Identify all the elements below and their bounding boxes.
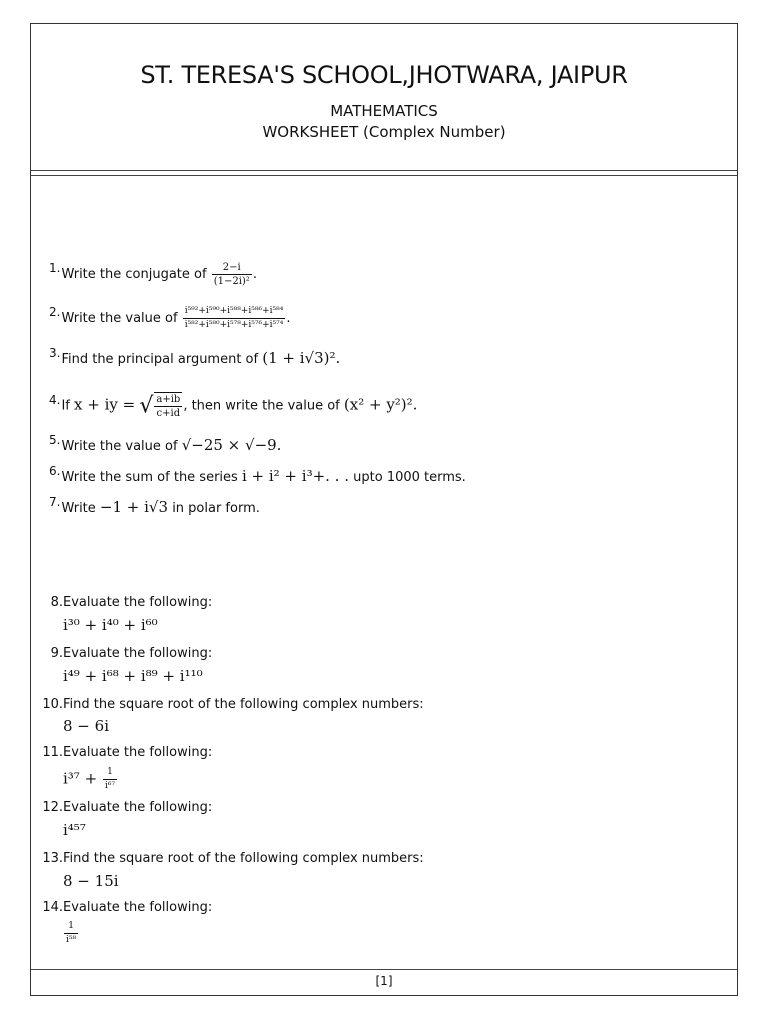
math-term: i³⁷ + [63, 769, 98, 788]
question-14 [31, 900, 212, 915]
question-text: Write the sum of the series [61, 470, 238, 485]
numerator: 1 [103, 766, 117, 780]
numerator: 2−i [212, 261, 252, 275]
question-1: 1.Write the conjugate of $\frac{2-i}{\text{(1−2i)²}}$ . [49, 261, 257, 287]
question-number: 9. [50, 646, 63, 661]
math-expression: −1 + i√3 [99, 498, 169, 516]
math-expression: x + iy = [74, 395, 136, 414]
question-number: 13. [42, 851, 63, 866]
question-13 [31, 851, 424, 866]
header [31, 24, 737, 172]
question-12 [31, 800, 212, 815]
sqrt-icon: √ [139, 393, 154, 419]
math-expression: 8 − 15i [63, 872, 119, 890]
question-text: Find the square root of the following complex numbers: [63, 851, 424, 866]
math-expression [63, 920, 79, 947]
denominator: i⁵⁸²+i⁵⁸⁰+i⁵⁷⁸+i⁵⁷⁶+i⁵⁷⁴ [184, 320, 284, 330]
page-number: [1] [375, 974, 393, 988]
question-10 [31, 697, 424, 712]
worksheet-title: WORKSHEET (Complex Number) [262, 123, 506, 141]
math-expression: √−25 × √−9. [181, 436, 282, 454]
fraction [212, 261, 252, 288]
question-text: Evaluate the following: [63, 745, 213, 760]
question-7 [49, 495, 260, 516]
header-divider [31, 170, 737, 171]
question-9 [31, 646, 212, 661]
question-number: 12. [42, 800, 63, 815]
fraction [183, 305, 286, 332]
question-text: Write the value of [61, 439, 178, 454]
math-expression: 8 − 6i [63, 717, 109, 735]
question-5 [49, 433, 281, 454]
fraction [64, 920, 78, 947]
math-expression: (1 + i√3)². [262, 349, 341, 367]
school-name: ST. TERESA'S SCHOOL,JHOTWARA, JAIPUR [140, 61, 628, 89]
footer-divider [31, 969, 737, 970]
question-number: 10. [42, 697, 63, 712]
math-expression: i⁴⁹ + i⁶⁸ + i⁸⁹ + i¹¹⁰ [63, 667, 203, 685]
question-text: Evaluate the following: [63, 646, 213, 661]
math-expression: i³⁰ + i⁴⁰ + i⁶⁰ [63, 616, 158, 634]
question-text: , then write the value of [183, 398, 340, 414]
question-number: 8. [50, 595, 63, 610]
question-number: 3. [49, 346, 61, 360]
denominator: i⁵⁸ [66, 935, 77, 945]
question-number: 7. [49, 495, 61, 509]
numerator: 1 [64, 920, 78, 934]
question-number: 14. [42, 900, 63, 915]
question-4 [49, 392, 417, 420]
question-text: If [61, 398, 70, 414]
question-text: in polar form. [172, 501, 260, 516]
question-number: 6. [49, 464, 61, 478]
worksheet-page [30, 23, 738, 996]
question-11 [31, 745, 212, 760]
question-number: 11. [42, 745, 63, 760]
question-6 [49, 464, 466, 485]
subject-title: MATHEMATICS [330, 102, 438, 120]
question-8 [31, 595, 212, 610]
numerator: a+ib [156, 394, 181, 405]
question-text: Find the square root of the following complex numbers: [63, 697, 424, 712]
question-number: 5. [49, 433, 61, 447]
math-expression: i⁴⁵⁷ [63, 821, 86, 839]
question-number: 2. [49, 305, 61, 319]
question-number: 4. [49, 392, 61, 407]
denominator: c+id [156, 408, 181, 419]
question-text: Evaluate the following: [63, 800, 213, 815]
math-expression: (x² + y²)². [343, 395, 418, 414]
question-text: Find the principal argument of [61, 352, 259, 367]
question-text: Write the value of [61, 311, 178, 326]
question-text: upto 1000 terms. [353, 470, 466, 485]
question-text: Evaluate the following: [63, 595, 213, 610]
math-expression [63, 766, 118, 793]
question-text: Write [61, 501, 96, 516]
question-3 [49, 346, 340, 367]
question-text: Evaluate the following: [63, 900, 213, 915]
denominator: (1−2i)² [213, 276, 250, 287]
fraction [103, 766, 117, 793]
math-expression: i + i² + i³+. . . [241, 467, 349, 485]
question-text: Write the conjugate of [61, 267, 207, 282]
question-2: 2.Write the value of $\frac{\text{i⁵⁹²+i⁵⁹⁰+i⁵⁸⁸+i⁵⁸⁶+i⁵⁸⁴}}{\text{i⁵⁸²+i⁵⁸⁰+i⁵⁷⁸+i⁵⁷⁶+i⁵⁷⁴}}$ . [49, 305, 291, 330]
question-number: 1. [49, 261, 61, 275]
numerator: i⁵⁹²+i⁵⁹⁰+i⁵⁸⁸+i⁵⁸⁶+i⁵⁸⁴ [183, 305, 286, 319]
fraction [154, 392, 182, 420]
denominator: i⁶⁷ [104, 781, 116, 791]
header-divider-double [31, 175, 737, 176]
